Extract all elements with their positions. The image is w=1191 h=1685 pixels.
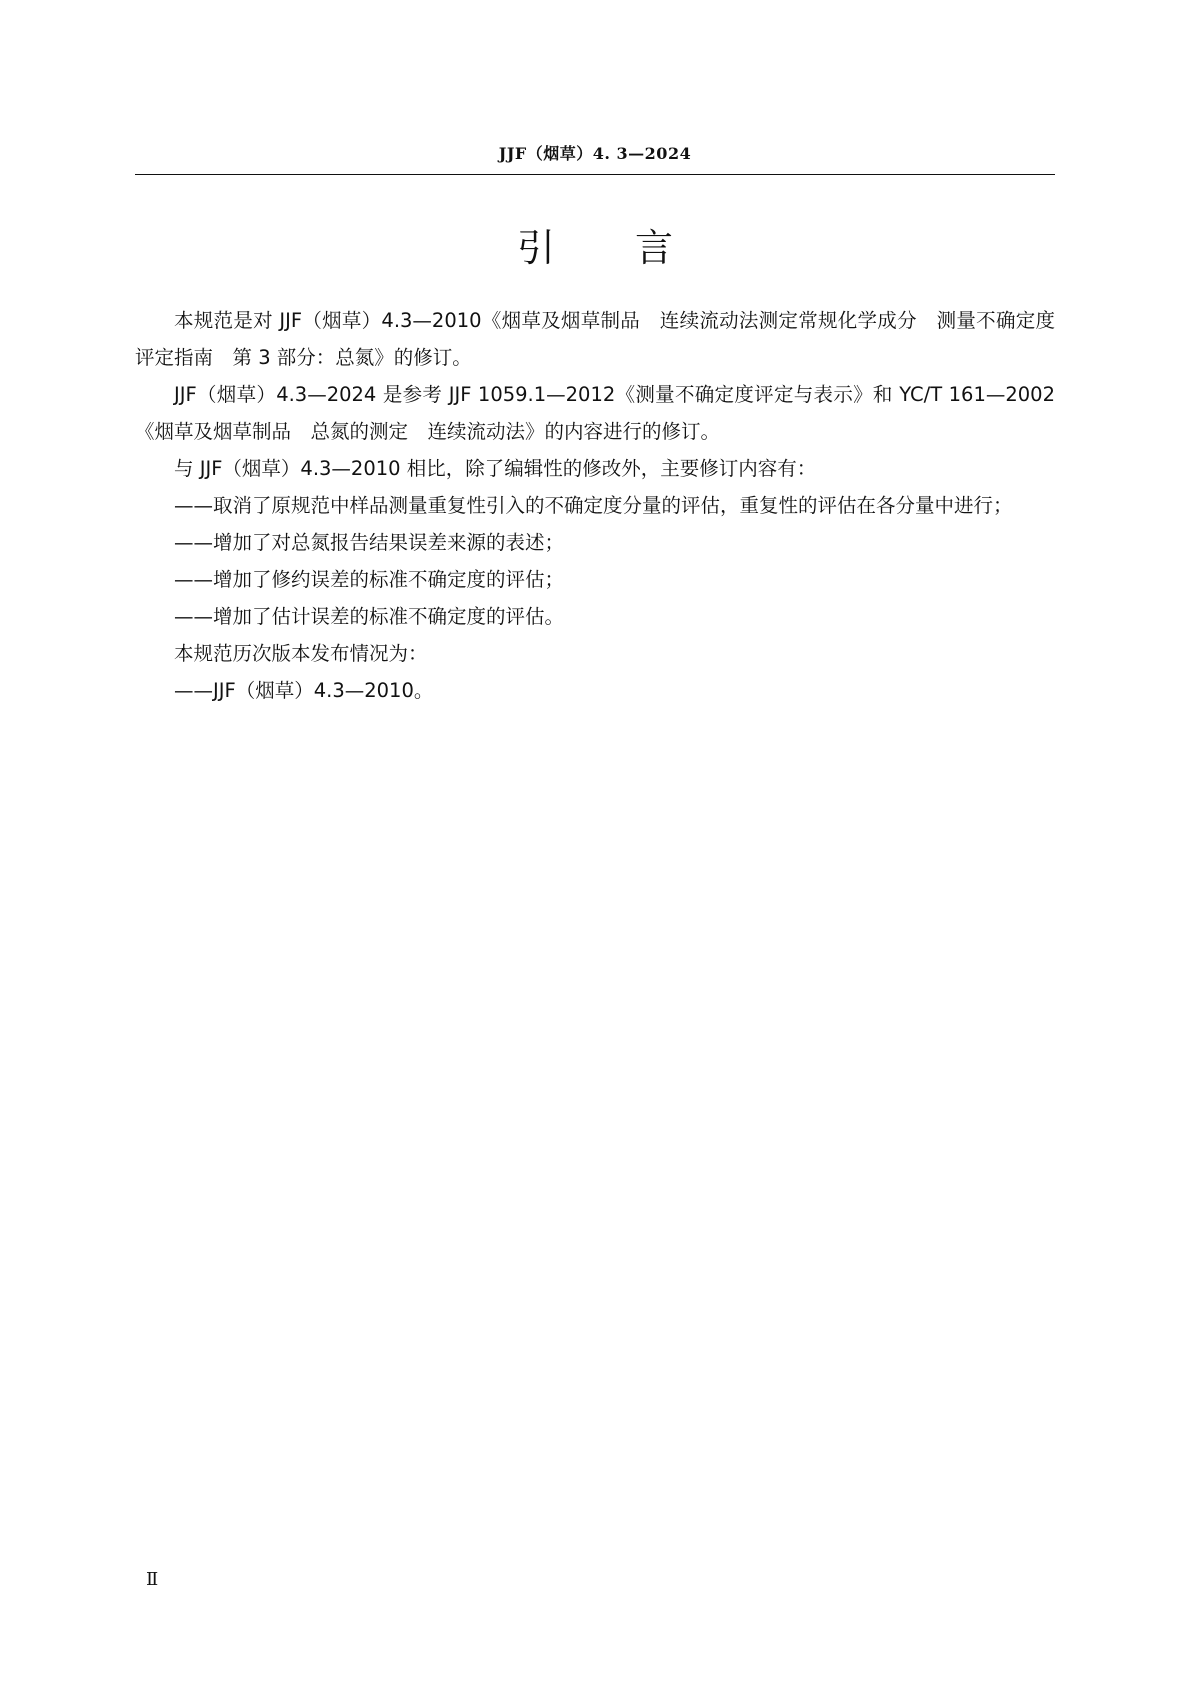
revision-item: ——增加了修约误差的标准不确定度的评估； [174,568,565,591]
paragraph-history-intro: 本规范历次版本发布情况为： [174,642,428,665]
paragraph-references: JJF（烟草）4.3—2024 是参考 JJF 1059.1—2012《测量不确定度评定与表示》和 YC/T 161—2002《烟草及烟草制品 总氮的测定 连续流动法》的内容进行的修订。 [135,383,1055,443]
revision-item: ——增加了对总氮报告结果误差来源的表述； [174,531,565,554]
page-number: Ⅱ [146,1569,159,1590]
paragraph-revision-basis: 本规范是对 JJF（烟草）4.3—2010《烟草及烟草制品 连续流动法测定常规化学成分 测量不确定度评定指南 第 3 部分：总氮》的修订。 [135,309,1055,369]
header-rule [135,174,1055,175]
document-code-header: JJF（烟草）4. 3—2024 [498,144,692,163]
paragraph-changes-intro: 与 JJF（烟草）4.3—2010 相比，除了编辑性的修改外，主要修订内容有： [174,457,817,480]
history-item: ——JJF（烟草）4.3—2010。 [174,679,434,702]
revision-item: ——取消了原规范中样品测量重复性引入的不确定度分量的评估，重复性的评估在各分量中进行； [174,494,1013,517]
revision-item: ——增加了估计误差的标准不确定度的评估。 [174,605,565,628]
foreword-body [135,302,1055,709]
page-title: 引言 [516,226,753,270]
